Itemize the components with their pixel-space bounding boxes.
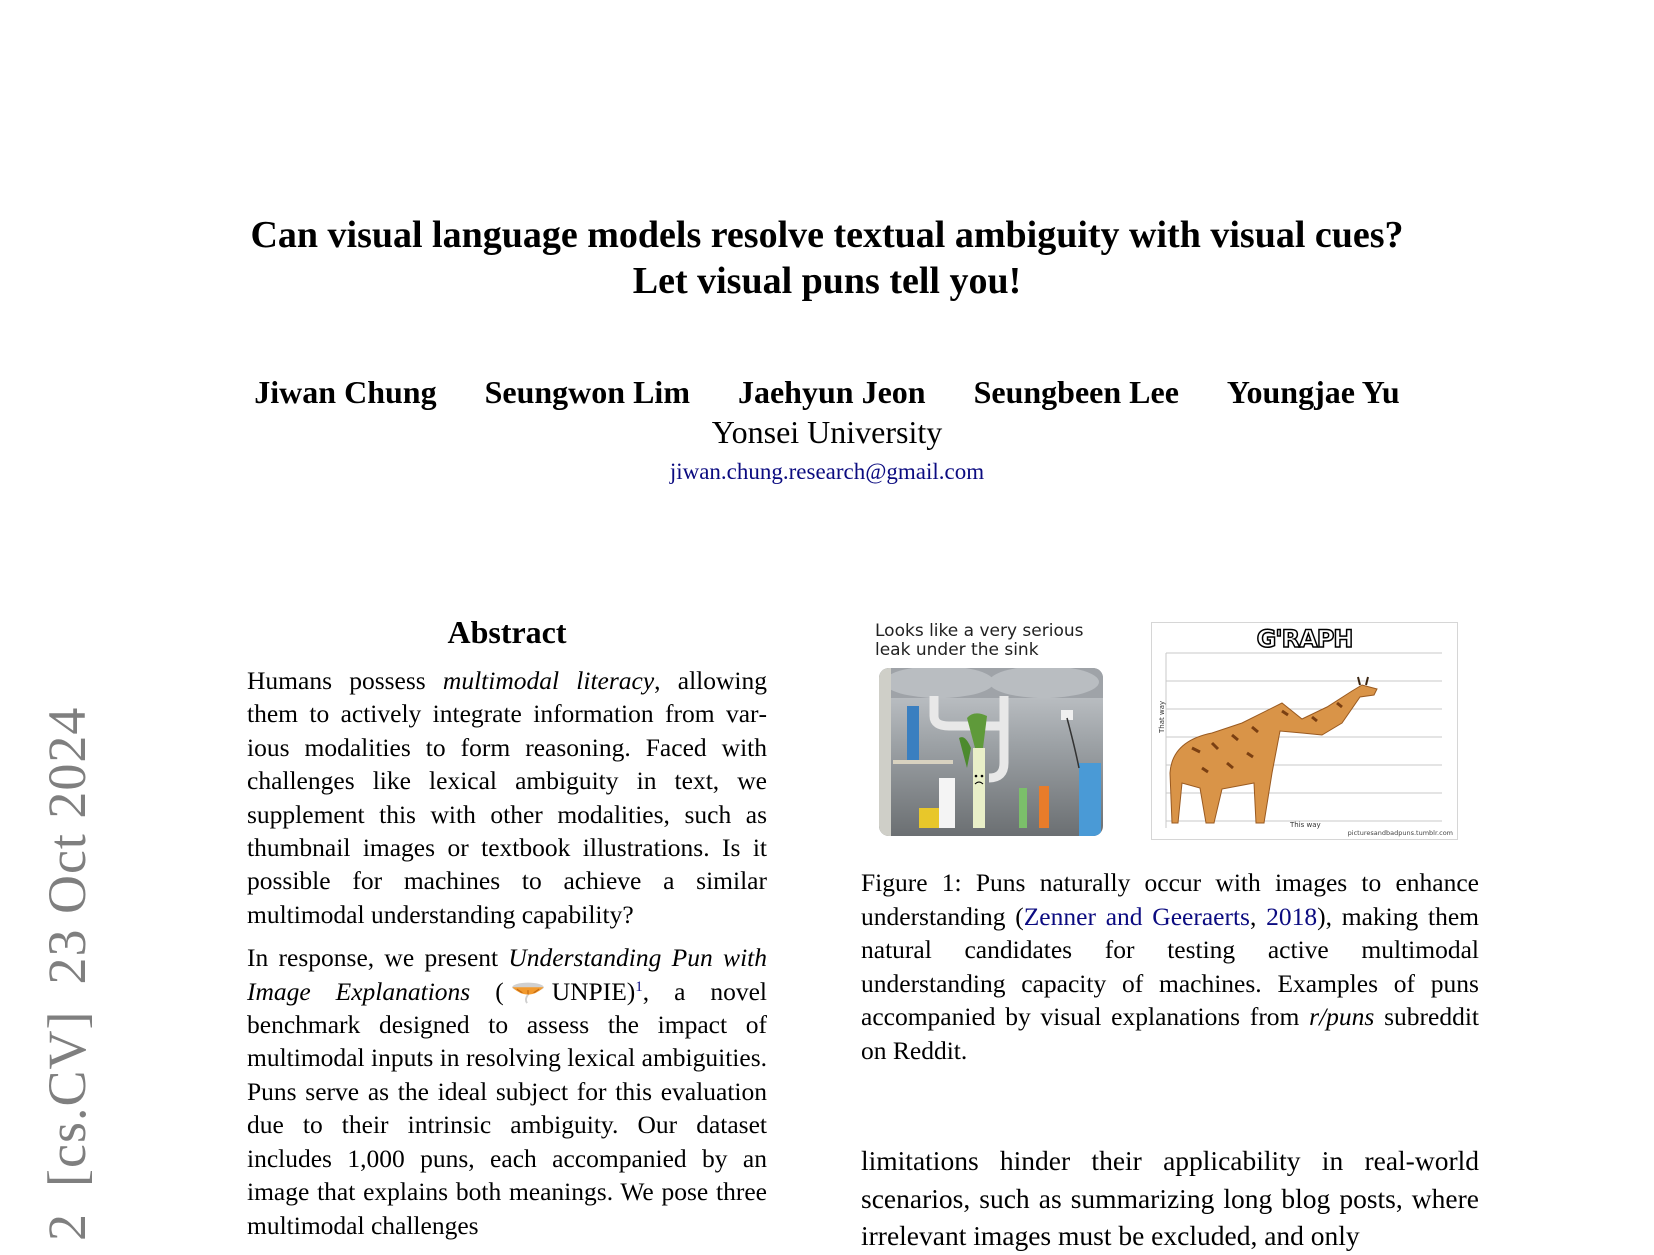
author-name: Youngjae Yu (1226, 374, 1400, 410)
citation-link-authors[interactable]: Zenner and Geeraerts (1023, 901, 1250, 931)
footnote-marker[interactable]: 1 (635, 978, 643, 995)
body-text-paragraph: limitations hinder their applicability in real-world scenarios, such as summarizing long blog posts, where irrelevant images must be excluded, and only (861, 1145, 1479, 1251)
arxiv-side-stamp (37, 681, 97, 1241)
graph-x-label: This way (1290, 821, 1321, 829)
emphasis-text: multimodal literacy (442, 666, 655, 695)
text-run: , allowing them to actively integrate information from various modalities to form reasoning. Faced with challenges like lexical ambiguity in text, we supplement this with other modalities, such as thumbnail images or textbook illustrations. Is it possible for machines to achieve a similar multimodal understanding capability? (247, 666, 767, 929)
pie-icon (508, 978, 548, 1004)
author-email-link[interactable]: jiwan.chung.research@gmail.com (669, 459, 985, 484)
abstract-heading: Abstract (447, 614, 567, 650)
author-list (0, 372, 1654, 412)
paper-title (0, 212, 1654, 304)
text-run: ( (470, 976, 504, 1006)
text-run: Figure 1: Puns naturally occur with images to enhance understanding ( (861, 868, 1479, 931)
abstract-paragraph-2 (247, 941, 767, 1242)
subreddit-name: r/puns (1309, 1002, 1375, 1031)
meme-text: Looks like a very serious leak under the sink (875, 621, 1084, 660)
author-name: Jiwan Chung (254, 374, 437, 410)
arxiv-category: [cs.CV] (37, 1010, 97, 1187)
leek-under-sink-illustration (879, 668, 1103, 836)
author-name: Jaehyun Jeon (737, 374, 926, 410)
text-run: subreddit on Reddit. (861, 1002, 1480, 1065)
abstract-paragraph-1 (247, 664, 767, 931)
benchmark-acronym: UNPIE) (551, 976, 636, 1006)
author-name: Seungwon Lim (484, 374, 690, 410)
arxiv-date: 23 Oct 2024 (37, 706, 97, 985)
graph-title: G'RAPH (1256, 625, 1353, 653)
text-run: Humans possess (247, 666, 443, 695)
right-column (861, 612, 1480, 1251)
text-run: , a novel benchmark designed to assess the impact of multimodal inputs in resolving lexical ambiguities. Puns serve as the ideal subject for this evaluation due to their intrinsic ambiguity. Our dataset includes 1,000 puns, each accompanied by an image that explains both meanings. We pose three multimodal challenges (247, 976, 767, 1240)
title-line-1: Can visual language models resolve textual ambiguity with visual cues? (250, 214, 1404, 256)
figure-1-images (861, 612, 1479, 842)
text-run: In response, we present (247, 943, 509, 973)
benchmark-name: Understanding Pun with Image Explanations (247, 943, 767, 1006)
text-run: ), making them natural candidates for testing active multimodal understanding capacity of machines. Examples of puns accompanied by visual explanations from (861, 901, 1480, 1031)
author-name: Seungbeen Lee (973, 374, 1179, 410)
affiliation: Yonsei University (711, 414, 943, 450)
left-column (247, 612, 767, 1252)
title-line-2: Let visual puns tell you! (632, 260, 1022, 302)
sink-photo (879, 668, 1103, 836)
citation-link-year[interactable]: 2018 (1266, 901, 1318, 931)
image-credit: picturesandbadpuns.tumblr.com (1347, 829, 1453, 837)
graph-gridlines (1152, 623, 1457, 839)
text-run: , (1249, 901, 1267, 931)
author-block (0, 372, 1654, 492)
graph-y-label: That way (1158, 700, 1166, 733)
giraffe-graph-meme-image (1151, 622, 1458, 840)
arxiv-id-fragment: 2 (37, 1213, 97, 1241)
figure-1-caption (861, 866, 1479, 1067)
leek-sink-meme-image (871, 622, 1099, 840)
